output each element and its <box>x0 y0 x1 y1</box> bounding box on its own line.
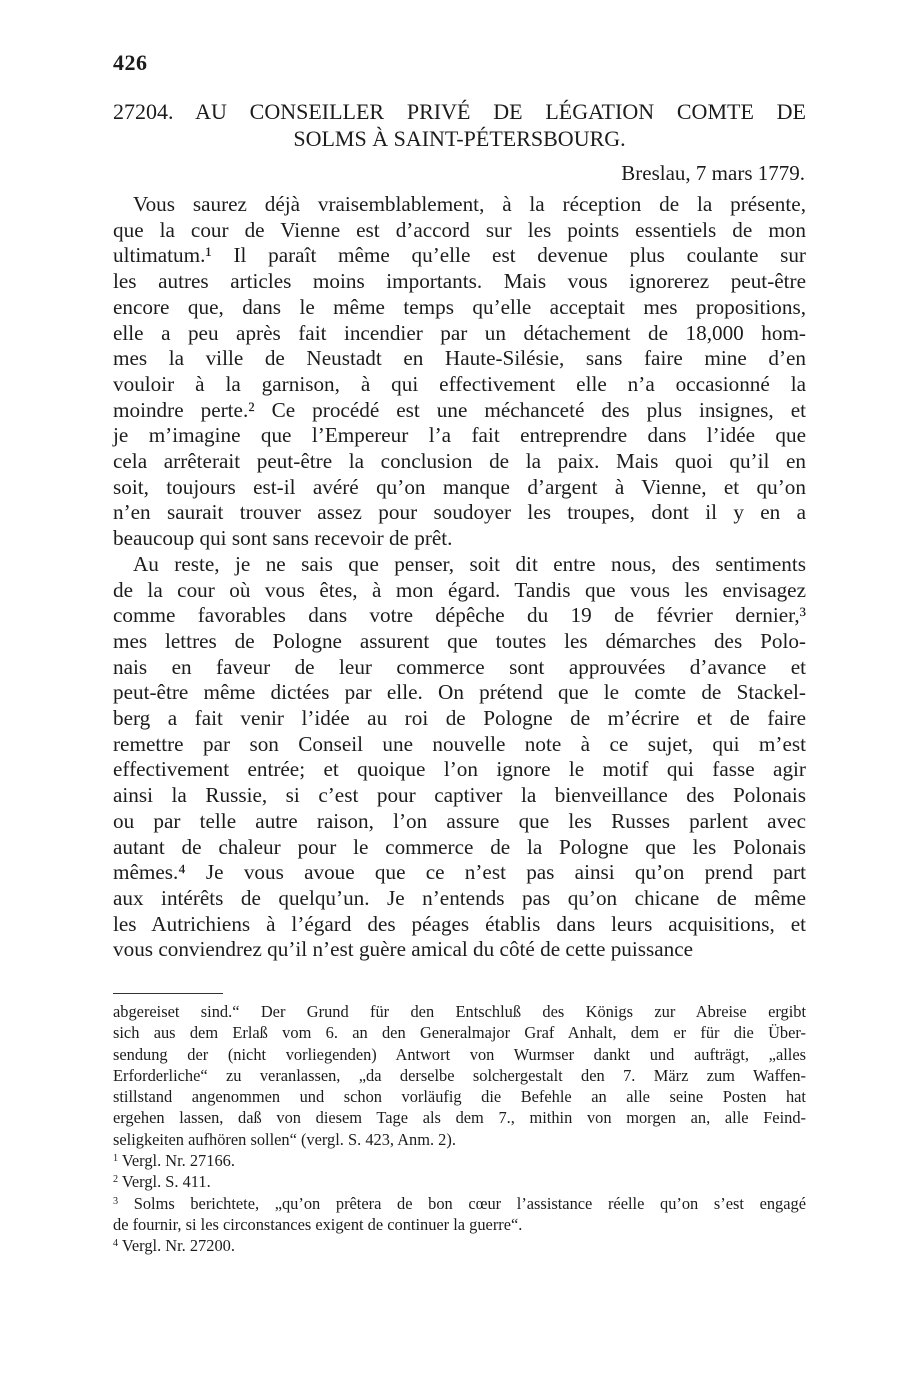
body-line: mêmes.⁴ Je vous avoue que ce n’est pas ainsi qu’on prend part <box>113 860 806 885</box>
footnote-continuation-line: Erforderliche“ zu veranlassen, „da derselbe solchergestalt den 7. März zum Waffen- <box>113 1065 806 1085</box>
footnote-text: Solms berichtete, „qu’on prêtera de bon cœur l’assistance réelle qu’on s’est engagé <box>118 1193 806 1213</box>
footnote-text: Vergl. S. 411. <box>118 1172 211 1192</box>
body-line: autant de chaleur pour le commerce de la Pologne que les Polonais <box>113 834 806 859</box>
footnote-text: Vergl. Nr. 27166. <box>118 1151 235 1171</box>
letter-title-line-1: 27204. AU CONSEILLER PRIVÉ DE LÉGATION COMTE DE <box>113 99 806 124</box>
letter-title-line-2: SOLMS À SAINT-PÉTERSBOURG. <box>293 126 626 151</box>
footnote-text-continuation: de fournir, si les circonstances exigent de continuer la guerre“. <box>113 1214 523 1234</box>
body-line: beaucoup qui sont sans recevoir de prêt. <box>113 526 453 551</box>
body-line: moindre perte.² Ce procédé est une méchanceté des plus insignes, et <box>113 397 806 422</box>
body-line: remettre par son Conseil une nouvelle note à ce sujet, qui m’est <box>113 731 806 756</box>
footnote-continuation-line: stillstand angenommen und schon vorläufig die Befehle an alle seine Posten hat <box>113 1087 806 1107</box>
footnote-continuation-line: sich aus dem Erlaß vom 6. an den Generalmajor Graf Anhalt, dem er für die Über- <box>113 1023 806 1043</box>
body-line: vous conviendrez qu’il n’est guère amical du côté de cette puissance <box>113 937 694 962</box>
body-line: vouloir à la garnison, à qui effectivement elle n’a occasionné la <box>113 371 806 396</box>
body-line: peut-être même dictées par elle. On prétend que le comte de Stackel- <box>113 680 806 705</box>
body-line: ultimatum.¹ Il paraît même qu’elle est devenue plus coulante sur <box>113 243 806 268</box>
footnotes <box>113 1001 806 1257</box>
footnote-text: Vergl. Nr. 27200. <box>118 1236 235 1256</box>
footnote-3 <box>113 1193 806 1214</box>
body-line: cela arrêterait peut-être la conclusion de la paix. Mais quoi qu’il en <box>113 449 806 474</box>
footnote-4 <box>113 1235 806 1256</box>
footnote-marker: 4 <box>113 1238 119 1250</box>
body-line: aux intérêts de quelqu’un. Je n’entends pas qu’on chicane de même <box>113 885 806 910</box>
footnote-marker: 2 <box>113 1174 119 1186</box>
body-line: je m’imagine que l’Empereur l’a fait entreprendre dans l’idée que <box>113 423 806 448</box>
footnote-continuation-line: sendung der (nicht vorliegenden) Antwort von Wurmser dankt und aufträgt, „alles <box>113 1044 806 1064</box>
footnote-1 <box>113 1150 806 1171</box>
footnote-continuation-line: abgereiset sind.“ Der Grund für den Entschluß des Königs zur Abreise ergibt <box>113 1002 806 1021</box>
body-line: n’en saurait trouver assez pour soudoyer les troupes, dont il y en a <box>113 500 806 525</box>
dateline: Breslau, 7 mars 1779. <box>621 161 805 185</box>
body-line: encore que, dans le même temps qu’elle acceptait mes propositions, <box>113 294 806 319</box>
body-line: ainsi la Russie, si c’est pour captiver la bienveillance des Polonais <box>113 783 806 808</box>
body-line: berg a fait venir l’idée au roi de Pologne de m’écrire et de faire <box>113 706 806 731</box>
footnote-marker: 3 <box>113 1195 119 1207</box>
body-line: ou par telle autre raison, l’on assure que les Russes parlent avec <box>113 808 806 833</box>
body-line: effectivement entrée; et quoique l’on ignore le motif qui fasse agir <box>113 757 806 782</box>
footnote-continuation-line: ergehen lassen, daß von diesem Tage als dem 7., mithin von morgen an, alle Feind- <box>113 1108 806 1128</box>
body-line: nais en faveur de leur commerce sont approuvées d’avance et <box>113 654 806 679</box>
body-line: elle a peu après fait incendier par un détachement de 18,000 hom- <box>113 320 806 345</box>
body-line: mes la ville de Neustadt en Haute-Silésie, sans faire mine d’en <box>113 346 806 371</box>
page-number: 426 <box>113 50 148 75</box>
letter-title <box>113 98 806 152</box>
body-line: soit, toujours est-il avéré qu’on manque d’argent à Vienne, et qu’on <box>113 474 806 499</box>
footnote-separator <box>113 993 223 994</box>
footnote-2 <box>113 1171 806 1192</box>
letter-body <box>113 192 806 963</box>
body-line: les autres articles moins importants. Mais vous ignorerez peut-être <box>113 269 806 294</box>
body-line: comme favorables dans votre dépêche du 19 de février dernier,³ <box>113 603 806 628</box>
body-line: les Autrichiens à l’égard des péages établis dans leurs acquisitions, et <box>113 911 806 936</box>
body-line: que la cour de Vienne est d’accord sur les points essentiels de mon <box>113 217 806 242</box>
body-line: Au reste, je ne sais que penser, soit dit entre nous, des sentiments <box>133 551 806 576</box>
body-line: Vous saurez déjà vraisemblablement, à la réception de la présente, <box>133 192 806 216</box>
footnote-continuation-line: seligkeiten aufhören sollen“ (vergl. S. 423, Anm. 2). <box>113 1129 456 1149</box>
body-line: de la cour où vous êtes, à mon égard. Tandis que vous les envisagez <box>113 577 806 602</box>
footnote-marker: 1 <box>113 1153 119 1164</box>
body-line: mes lettres de Pologne assurent que toutes les démarches des Polo- <box>113 628 806 653</box>
